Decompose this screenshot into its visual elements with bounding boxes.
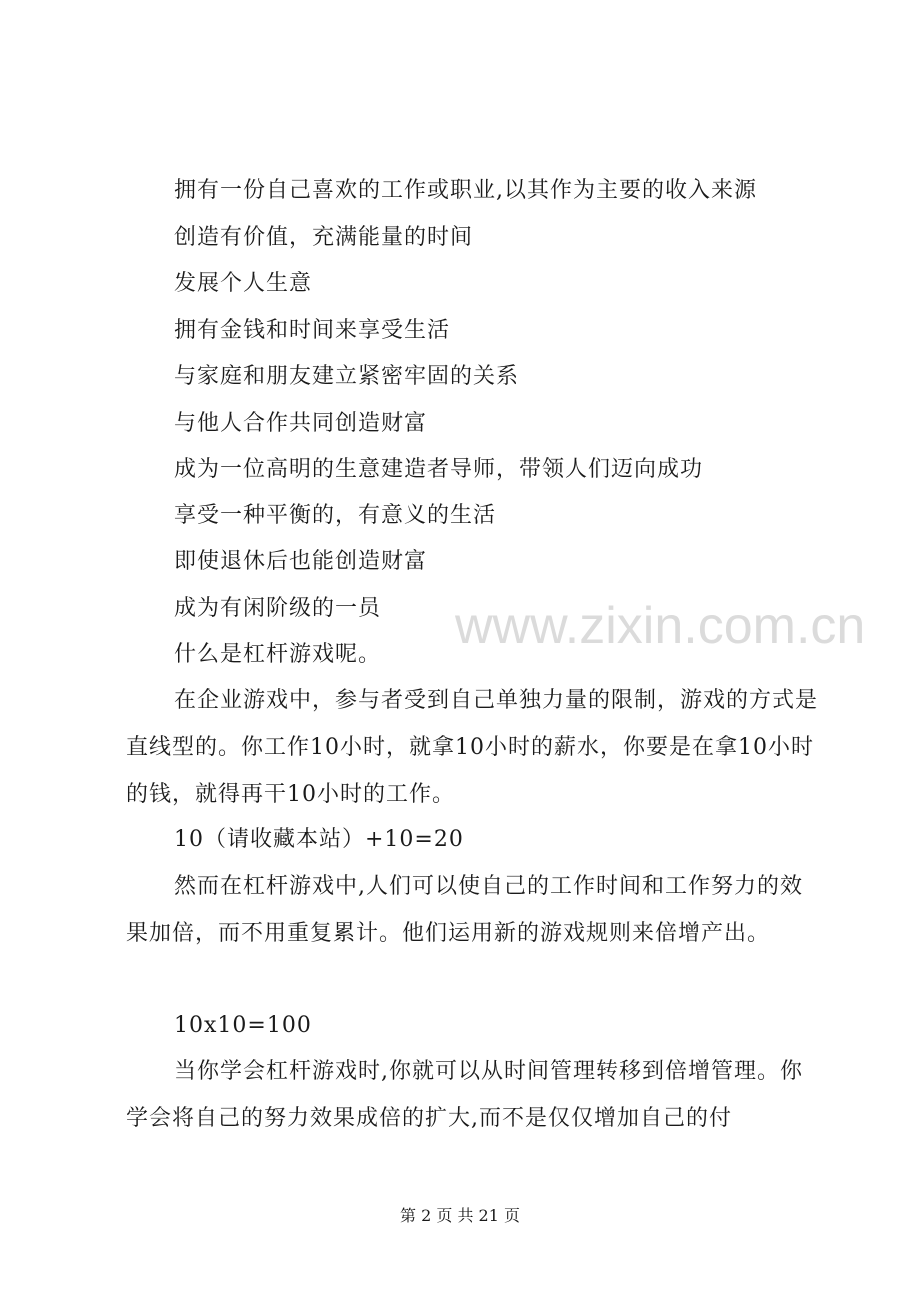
paragraph-leverage-game: 然而在杠杆游戏中,人们可以使自己的工作时间和工作努力的效果加倍，而不用重复累计。他们运用新的游戏规则来倍增产出。 (126, 874, 803, 946)
list-item: 发展个人生意 (174, 271, 313, 296)
list-item: 拥有金钱和时间来享受生活 (174, 318, 451, 343)
list-item: 什么是杠杆游戏呢。 (174, 642, 382, 667)
list-item: 成为有闲阶级的一员 (174, 596, 382, 621)
list-item: 创造有价值，充满能量的时间 (174, 225, 474, 250)
paragraph-enterprise-game: 在企业游戏中，参与者受到自己单独力量的限制，游戏的方式是直线型的。你工作10小时，就拿10小时的薪水，你要是在拿10小时的钱，就得再干10小时的工作。 (126, 688, 819, 807)
list-item: 享受一种平衡的，有意义的生活 (174, 503, 497, 528)
list-item: 即使退休后也能创造财富 (174, 549, 428, 574)
formula-multiplication: 10x10=100 (174, 1013, 312, 1038)
list-item: 成为一位高明的生意建造者导师，带领人们迈向成功 (174, 457, 704, 482)
list-item: 与家庭和朋友建立紧密牢固的关系 (174, 364, 520, 389)
paragraph-learn-leverage: 当你学会杠杆游戏时,你就可以从时间管理转移到倍增管理。你学会将自己的努力效果成倍的扩大,而不是仅仅增加自己的付 (126, 1059, 803, 1131)
page-footer: 第 2 页 共 21 页 (400, 1206, 520, 1225)
list-item: 与他人合作共同创造财富 (174, 411, 428, 436)
formula-addition: 10（请收藏本站）+10=20 (174, 827, 464, 852)
list-item: 拥有一份自己喜欢的工作或职业,以其作为主要的收入来源 (174, 178, 757, 203)
watermark: www.zixin.com.cn (455, 597, 866, 655)
